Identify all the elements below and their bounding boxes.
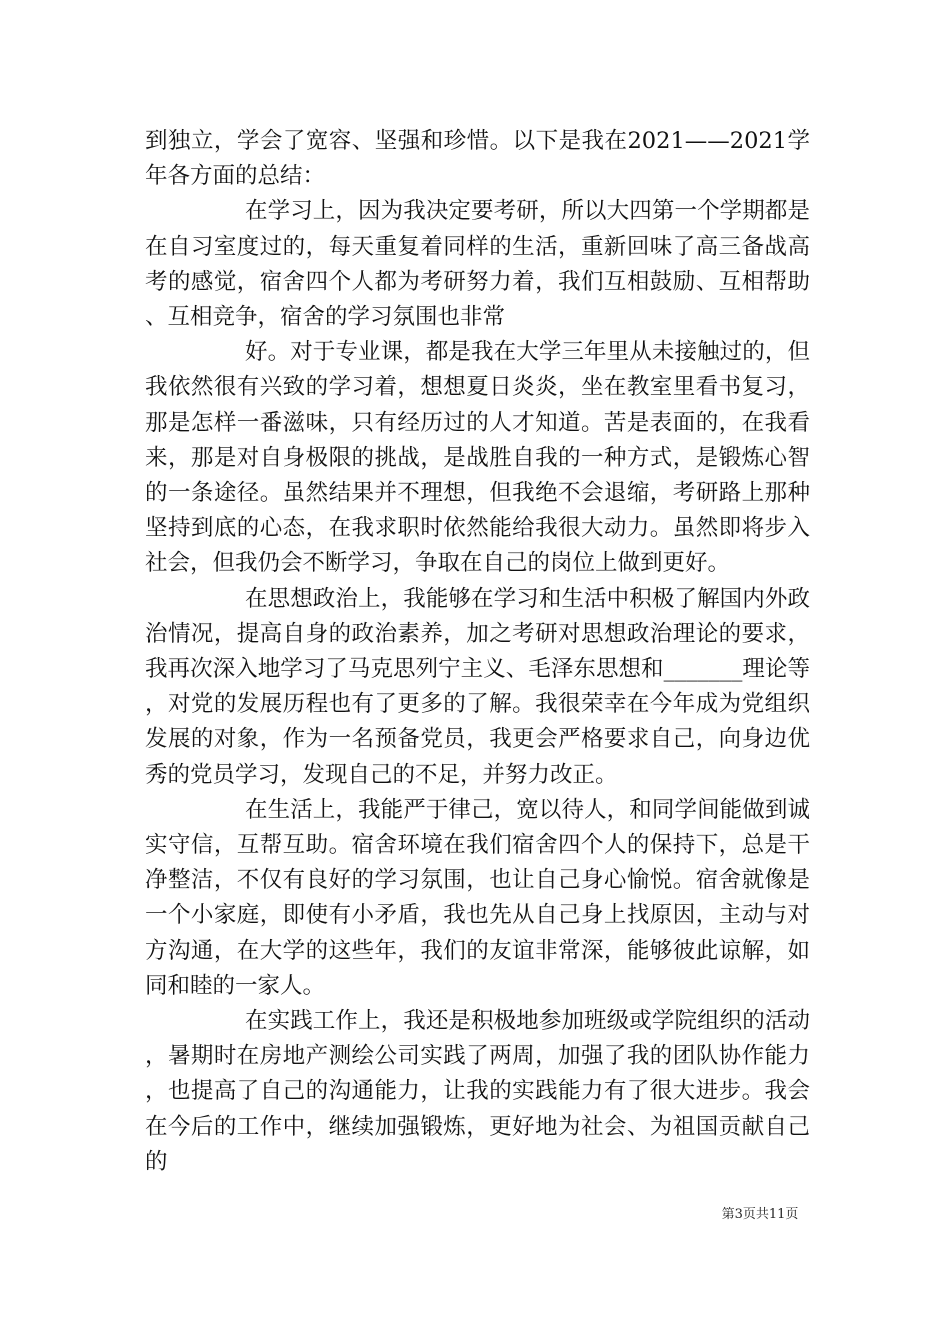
document-body [145,124,810,1180]
paragraph-intro: 到独立，学会了宽容、坚强和珍惜。以下是我在2021——2021学年各方面的总结： [145,128,810,190]
page-number: 第3页共11页 [721,1207,799,1222]
paragraph-practice: 在实践工作上，我还是积极地参加班级或学院组织的活动，暑期时在房地产测绘公司实践了两周，加强了我的团队协作能力，也提高了自己的沟通能力，让我的实践能力有了很大进步。我会在今后的工作中，继续加强锻炼，更好地为社会、为祖国贡献自己的 [145,1008,810,1175]
paragraph-study: 在学习上，因为我决定要考研，所以大四第一个学期都是在自习室度过的，每天重复着同样的生活，重新回味了高三备战高考的感觉，宿舍四个人都为考研努力着，我们互相鼓励、互相帮助、互相竞争，宿舍的学习氛围也非常 [145,198,810,331]
paragraph-life: 在生活上，我能严于律己，宽以待人，和同学间能做到诚实守信，互帮互助。宿舍环境在我们宿舍四个人的保持下，总是干净整洁，不仅有良好的学习氛围，也让自己身心愉悦。宿舍就像是一个小家庭，即使有小矛盾，我也先从自己身上找原因，主动与对方沟通，在大学的这些年，我们的友谊非常深，能够彼此谅解，如同和睦的一家人。 [145,796,810,999]
paragraph-politics: 在思想政治上，我能够在学习和生活中积极了解国内外政治情况，提高自身的政治素养，加之考研对思想政治理论的要求，我再次深入地学习了马克思列宁主义、毛泽东思想和_______理论等，对党的发展历程也有了更多的了解。我很荣幸在今年成为党组织发展的对象，作为一名预备党员，我更会严格要求自己，向身边优秀的党员学习，发现自己的不足，并努力改正。 [145,585,810,788]
paragraph-major-courses: 好。对于专业课，都是我在大学三年里从未接触过的，但我依然很有兴致的学习着，想想夏日炎炎，坐在教室里看书复习，那是怎样一番滋味，只有经历过的人才知道。苦是表面的，在我看来，那是对自身极限的挑战，是战胜自我的一种方式，是锻炼心智的一条途径。虽然结果并不理想，但我绝不会退缩，考研路上那种坚持到底的心态，在我求职时依然能给我很大动力。虽然即将步入社会，但我仍会不断学习，争取在自己的岗位上做到更好。 [145,339,810,577]
